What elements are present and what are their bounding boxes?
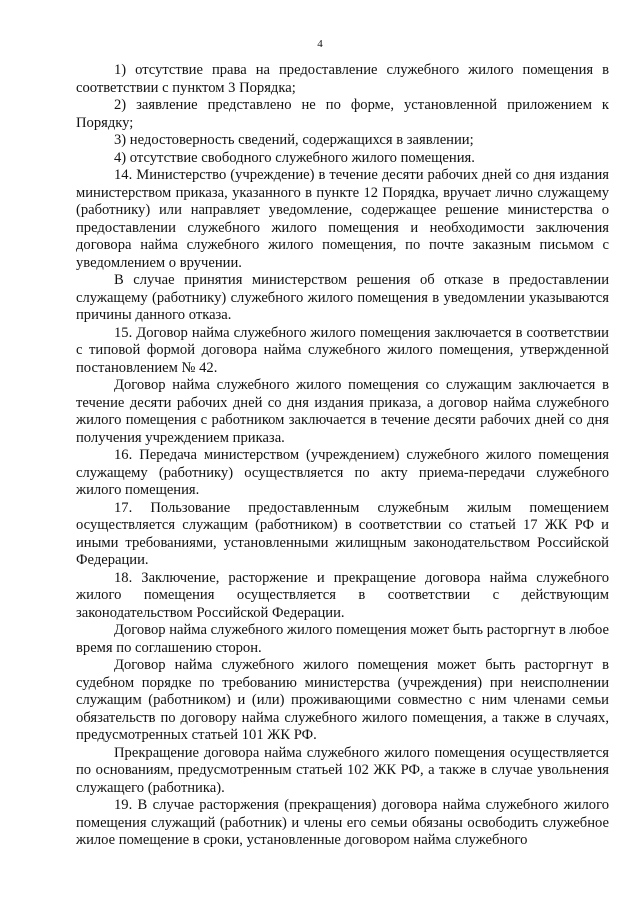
paragraph-clause-15: 15. Договор найма служебного жилого помещения заключается в соответствии с типовой формой договора найма служебного жилого помещения, утвержденной постановлением № 42. <box>76 324 609 376</box>
paragraph-item-1: 1) отсутствие права на предоставление служебного жилого помещения в соответствии с пунктом 3 Порядка; <box>76 62 609 96</box>
paragraph-clause-15-terms: Договор найма служебного жилого помещения со служащим заключается в течение десяти рабочих дней со дня издания приказа, а договор найма служебного жилого помещения с работником заключается в течение десяти рабочих дней со дня получения учреждением приказа. <box>76 377 609 446</box>
paragraph-clause-18-court: Договор найма служебного жилого помещения может быть расторгнут в судебном порядке по требованию министерства (учреждения) при неисполнении служащим (работником) и (или) проживающими совместно с ним членами семьи обязательств по договору найма служебного жилого помещения, а также в случаях, предусмотренных статьей 101 ЖК РФ. <box>76 657 609 743</box>
page-number: 4 <box>317 38 323 50</box>
paragraph-clause-14: 14. Министерство (учреждение) в течение десяти рабочих дней со дня издания министерством приказа, указанного в пункте 12 Порядка, вручает лично служащему (работнику) или направляет уведомление, содержащее решение министерства о предоставлении служебного жилого помещения и необходимости заключения договора найма служебного жилого помещения, по почте заказным письмом с уведомлением о вручении. <box>76 167 609 271</box>
paragraph-clause-14-refusal: В случае принятия министерством решения об отказе в предоставлении служащему (работнику) служебного жилого помещения в уведомлении указываются причины данного отказа. <box>76 272 609 323</box>
paragraph-item-4: 4) отсутствие свободного служебного жилого помещения. <box>114 149 475 166</box>
document-body <box>76 62 609 850</box>
paragraph-item-3: 3) недостоверность сведений, содержащихся в заявлении; <box>114 132 474 148</box>
paragraph-clause-19: 19. В случае расторжения (прекращения) договора найма служебного жилого помещения служащий (работник) и члены его семьи обязаны освободить служебное жилое помещение в сроки, установленные договором найма служебного <box>76 797 609 848</box>
paragraph-clause-17: 17. Пользование предоставленным служебным жилым помещением осуществляется служащим (работником) в соответствии со статьей 17 ЖК РФ и иными требованиями, установленными жилищным законодательством Российской Федерации. <box>76 499 609 568</box>
paragraph-clause-18-agreement: Договор найма служебного жилого помещения может быть расторгнут в любое время по соглашению сторон. <box>76 622 609 656</box>
paragraph-clause-18-termination: Прекращение договора найма служебного жилого помещения осуществляется по основаниям, предусмотренным статьей 102 ЖК РФ, а также в случае увольнения служащего (работника). <box>76 744 609 796</box>
paragraph-item-2: 2) заявление представлено не по форме, установленной приложением к Порядку; <box>76 97 609 131</box>
paragraph-clause-18: 18. Заключение, расторжение и прекращение договора найма служебного жилого помещения осуществляется в соответствии с действующим законодательством Российской Федерации. <box>76 569 609 621</box>
paragraph-clause-16: 16. Передача министерством (учреждением) служебного жилого помещения служащему (работнику) осуществляется по акту приема-передачи служебного жилого помещения. <box>76 447 609 498</box>
